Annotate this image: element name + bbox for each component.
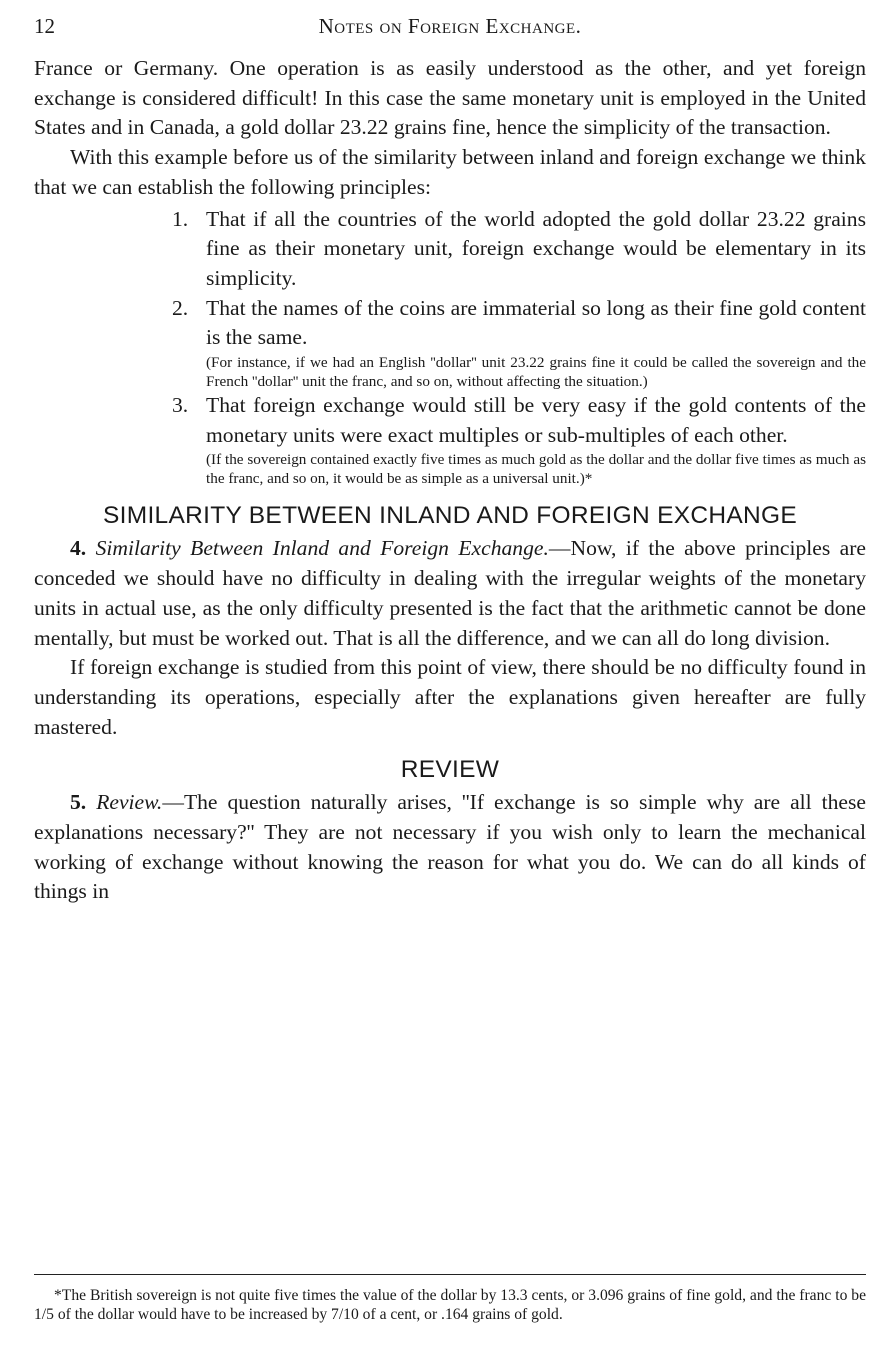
body-text <box>34 54 866 907</box>
review-paragraph-1 <box>34 788 866 907</box>
list-item <box>172 391 866 488</box>
footnote <box>34 1286 866 1324</box>
page-number: 12 <box>34 14 55 38</box>
intro-paragraph-1: France or Germany. One operation is as easily understood as the other, and yet foreign exchange is considered difficult! In this case the same monetary unit is employed in the United States and in Canada, a gold dollar 23.22 grains fine, hence the simplicity of the transaction. <box>34 56 866 140</box>
list-item <box>172 294 866 391</box>
list-item-number: 3. <box>172 393 189 418</box>
section-heading-similarity: SIMILARITY BETWEEN INLAND AND FOREIGN EXCHANGE <box>102 502 798 530</box>
list-item-text: That foreign exchange would still be very easy if the gold contents of the monetary units were exact multiples or sub-multiples of each other. <box>206 393 866 447</box>
section-heading-review: REVIEW <box>400 756 500 784</box>
footnote-divider <box>34 1274 866 1275</box>
list-item-note: (If the sovereign contained exactly five times as much gold as the dollar and the dollar five times as much as the franc, and so on, it would be as simple as a universal unit.)* <box>206 451 866 488</box>
footnote-text: *The British sovereign is not quite five times the value of the dollar by 13.3 cents, or 3.096 grains of fine gold, and the franc to be 1/5 of the dollar would have to be increased by 7/10 of a cent, or .164 grains of gold. <box>34 1287 866 1323</box>
similarity-paragraph-1 <box>34 534 866 653</box>
similarity-paragraph-2: If foreign exchange is studied from this point of view, there should be no difficulty found in understanding its operations, especially after the explanations given hereafter are fully mastered. <box>34 655 866 739</box>
list-item <box>172 205 866 294</box>
intro-paragraph-2: With this example before us of the similarity between inland and foreign exchange we think that we can establish the following principles: <box>34 145 866 199</box>
paragraph-number: 5. <box>70 790 87 815</box>
paragraph-text: —Now, if the above principles are conceded we should have no difficulty in dealing with the irregular weights of the monetary units in actual use, as the only difficulty presented is the fact that the arithmetic cannot be done mentally, but must be worked out. That is all the difference, and we can all do long division. <box>34 536 866 650</box>
list-item-number: 1. <box>172 206 189 231</box>
list-item-number: 2. <box>172 295 189 320</box>
list-item-text: That if all the countries of the world adopted the gold dollar 23.22 grains fine as their monetary unit, foreign exchange would be elementary in its simplicity. <box>206 206 866 290</box>
paragraph-text: —The question naturally arises, ''If exchange is so simple why are all these explanations necessary?'' They are not necessary if you wish only to learn the mechanical working of exchange without knowing the reason for what you do. We can do all kinds of things in <box>34 790 866 904</box>
paragraph-title: Review. <box>96 790 163 815</box>
list-item-note: (For instance, if we had an English ''dollar'' unit 23.22 grains fine it could be called the sovereign and the French ''dollar'' unit the franc, and so on, without affecting the situation.) <box>206 354 866 391</box>
paragraph-number: 4. <box>70 536 87 561</box>
paragraph-title: Similarity Between Inland and Foreign Exchange. <box>95 536 549 561</box>
list-item-text: That the names of the coins are immaterial so long as their fine gold content is the same. <box>206 295 866 350</box>
principles-list <box>34 205 866 489</box>
page-header <box>34 14 866 42</box>
running-title: Notes on Foreign Exchange. <box>318 14 582 38</box>
